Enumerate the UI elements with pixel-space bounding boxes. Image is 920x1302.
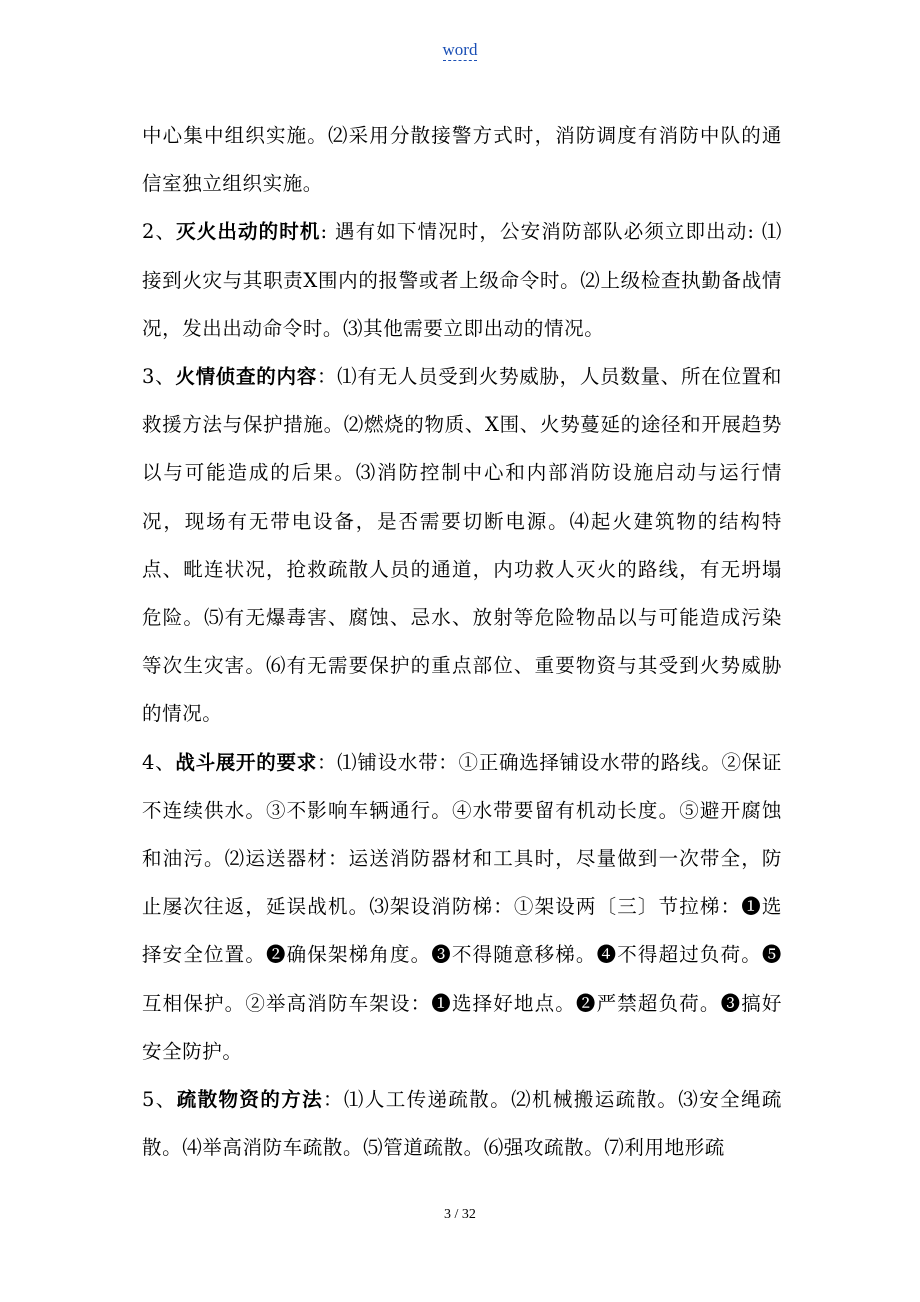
paragraph [142, 1076, 782, 1172]
paragraph [142, 739, 782, 1076]
paragraph-number: 2、 [142, 220, 177, 244]
paragraph-text: 中心集中组织实施。⑵采用分散接警方式时，消防调度有消防中队的通信室独立组织实施。 [142, 124, 782, 196]
header-word-link[interactable]: word [442, 40, 478, 59]
paragraph-heading: 战斗展开的要求 [175, 750, 317, 774]
paragraph [142, 112, 782, 208]
paragraph-heading: 疏散物资的方法 [176, 1088, 324, 1112]
paragraph-text: ：⑴有无人员受到火势威胁，人员数量、所在位置和救援方法与保护措施。⑵燃烧的物质、X围、火势蔓延的途径和开展趋势以与可能造成的后果。⑶消防控制中心和内部消防设施启动与运行情况，现场有无带电设备，是否需要切断电源。⑷起火建筑物的结构特点、毗连状况，抢救疏散人员的通道，内功救人灭火的路线，有无坍塌危险。⑸有无爆毒害、腐蚀、忌水、放射等危险物品以与可能造成污染等次生灾害。⑹有无需要保护的重点部位、重要物资与其受到火势威胁的情况。 [142, 365, 782, 726]
paragraph-text: ：⑴铺设水带：①正确选择铺设水带的路线。②保证不连续供水。③不影响车辆通行。④水带要留有机动长度。⑤避开腐蚀和油污。⑵运送器材：运送消防器材和工具时，尽量做到一次带全，防止屡次往返，延误战机。⑶架设消防梯：①架设两〔三〕节拉梯：❶选择安全位置。❷确保架梯角度。❸不得随意移梯。❹不得超过负荷。❺互相保护。②举高消防车架设：❶选择好地点。❷严禁超负荷。❸搞好安全防护。 [142, 750, 782, 1063]
paragraph-number: 4、 [142, 750, 176, 774]
paragraph [142, 353, 782, 739]
page-footer [0, 1207, 920, 1223]
paragraph-text: ：⑴人工传递疏散。⑵机械搬运疏散。⑶安全绳疏散。⑷举高消防车疏散。⑸管道疏散。⑹强攻疏散。⑺利用地形疏 [142, 1088, 783, 1160]
paragraph-heading: 灭火出动的时机 [176, 220, 321, 244]
paragraph [142, 208, 782, 353]
page-number: 3 / 32 [444, 1207, 476, 1222]
document-body [142, 112, 782, 1172]
paragraph-heading: 火情侦查的内容 [175, 365, 317, 389]
paragraph-text: : 遇有如下情况时，公安消防部队必须立即出动: ⑴接到火灾与其职责X围内的报警或者上级命令时。⑵上级检查执勤备战情况，发出出动命令时。⑶其他需要立即出动的情况。 [142, 220, 783, 340]
page-header [0, 40, 920, 60]
paragraph-number: 3、 [142, 365, 176, 389]
paragraph-number: 5、 [142, 1088, 177, 1112]
